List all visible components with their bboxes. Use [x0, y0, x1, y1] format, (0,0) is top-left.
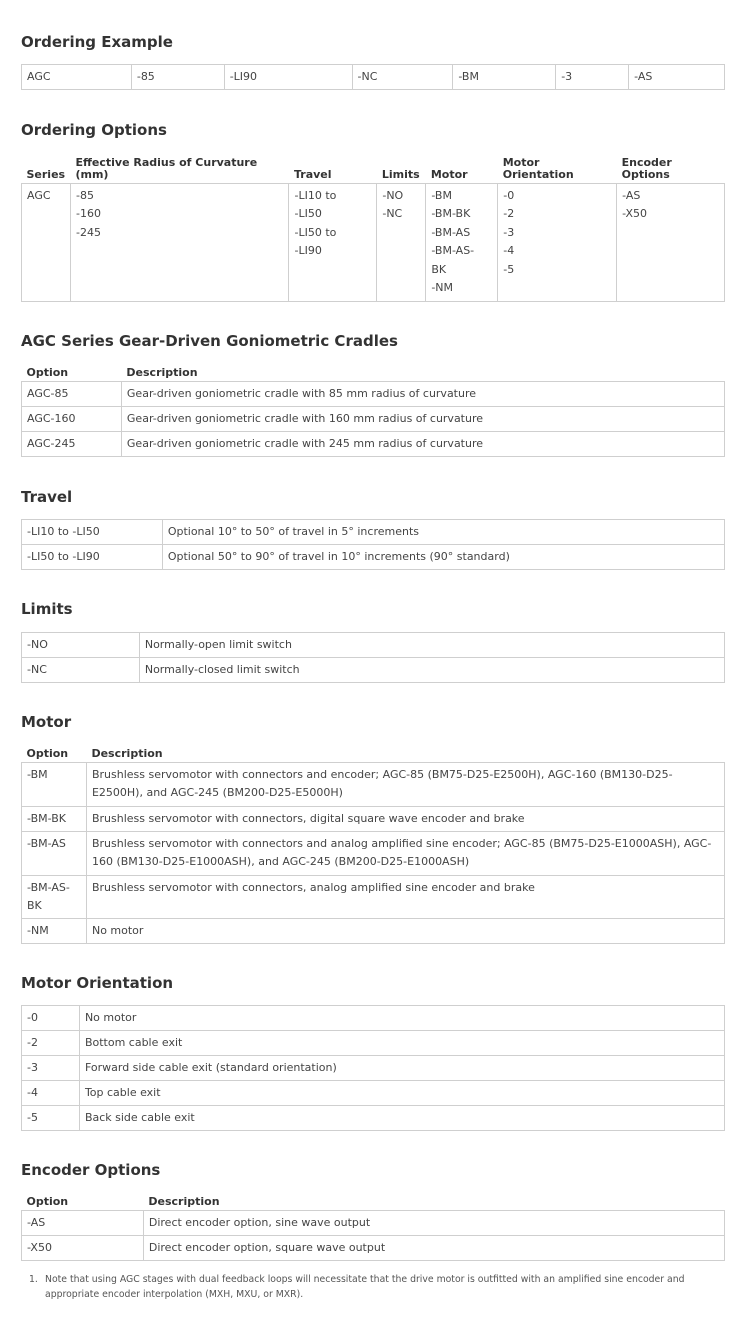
column-header: Effective Radius of Curvature (mm)	[75, 155, 258, 181]
option-code: -0	[22, 1006, 80, 1031]
column-header: Encoder Options	[621, 155, 672, 181]
option-code: -BM-BK	[22, 806, 87, 831]
option-code: -X50	[22, 1235, 144, 1260]
option-description: Back side cable exit	[79, 1106, 724, 1131]
table-row	[22, 1006, 725, 1031]
option-description: Optional 50° to 90° of travel in 10° increments (90° standard)	[162, 545, 724, 570]
option-code: -BM-AS	[22, 831, 87, 875]
option-description: Gear-driven goniometric cradle with 160 mm radius of curvature	[121, 406, 724, 431]
option-value: -2	[503, 207, 515, 220]
option-description: Brushless servomotor with connectors and analog amplified sine encoder; AGC-85 (BM75-D25-E1000ASH), AGC-160 (BM130-D25-E1000ASH), and AGC-245 (BM200-D25-E1000ASH)	[86, 831, 724, 875]
option-code: -LI10 to -LI50	[22, 520, 163, 545]
option-value: -BM	[431, 188, 452, 202]
option-value: -BM-AS-	[431, 244, 475, 257]
table-row	[22, 520, 725, 545]
example-cell: -NC	[352, 65, 453, 90]
option-code: -3	[22, 1056, 80, 1081]
option-value: -3	[503, 225, 515, 239]
option-value: -AS	[622, 188, 641, 202]
option-value: -X50	[622, 207, 648, 220]
footnote-number: 1.	[29, 1274, 38, 1285]
table-row	[22, 831, 725, 875]
ordering-options-table	[21, 153, 725, 302]
encoder-table	[21, 1192, 725, 1261]
option-code: -NC	[22, 658, 140, 683]
table-row	[22, 1235, 725, 1260]
travel-table	[21, 519, 725, 570]
option-code: -BM	[22, 762, 87, 806]
table-row	[22, 1056, 725, 1081]
option-description: No motor	[79, 1006, 724, 1031]
option-code: -2	[22, 1031, 80, 1056]
travel-cell	[289, 183, 377, 301]
option-code: -AS	[22, 1210, 144, 1235]
option-value: -BM-AS	[431, 225, 471, 239]
example-cell: -3	[556, 65, 629, 90]
option-description: Gear-driven goniometric cradle with 245 mm radius of curvature	[121, 431, 724, 456]
table-row	[22, 633, 725, 658]
option-value: AGC	[27, 188, 51, 202]
table-row	[22, 762, 725, 806]
motor-table	[21, 745, 725, 944]
table-row	[22, 431, 725, 456]
option-code: -BM-AS-BK	[22, 875, 87, 918]
series-cell	[22, 183, 71, 301]
option-value: -LI50	[294, 207, 322, 220]
option-value: -LI50 to	[294, 225, 337, 239]
table-row	[22, 1106, 725, 1131]
option-description: Direct encoder option, square wave output	[143, 1235, 724, 1260]
example-cell: -85	[131, 65, 224, 90]
footnote-text: Note that using AGC stages with dual feedback loops will necessitate that the drive motor is outfitted with an amplified sine encoder and appropriate encoder interpolation (MXH, MXU, or MXR).	[45, 1274, 685, 1300]
option-description: Brushless servomotor with connectors and encoder; AGC-85 (BM75-D25-E2500H), AGC-160 (BM130-D25-E2500H), and AGC-245 (BM200-D25-E5000H)	[86, 762, 724, 806]
table-row	[22, 1081, 725, 1106]
table-row	[22, 406, 725, 431]
option-description: Direct encoder option, sine wave output	[143, 1210, 724, 1235]
option-code: -NO	[22, 633, 140, 658]
option-description: Bottom cable exit	[79, 1031, 724, 1056]
option-value: -5	[503, 262, 515, 276]
column-header: Option	[26, 746, 69, 760]
orientation-cell	[498, 183, 617, 301]
table-row	[22, 1031, 725, 1056]
example-cell: -BM	[453, 65, 556, 90]
option-description: Optional 10° to 50° of travel in 5° increments	[162, 520, 724, 545]
example-cell: -LI90	[224, 65, 352, 90]
table-row	[22, 1210, 725, 1235]
ordering-example-heading: Ordering Example	[21, 33, 173, 51]
option-code: AGC-85	[22, 381, 122, 406]
option-code: AGC-245	[22, 431, 122, 456]
option-code: AGC-160	[22, 406, 122, 431]
option-value: -LI10 to	[294, 188, 337, 202]
option-description: Forward side cable exit (standard orientation)	[79, 1056, 724, 1081]
table-row	[22, 658, 725, 683]
option-value: -245	[75, 225, 101, 239]
radius-cell	[70, 183, 289, 301]
option-description: Normally-closed limit switch	[139, 658, 724, 683]
option-value: -NO	[382, 188, 404, 202]
option-description: Top cable exit	[79, 1081, 724, 1106]
option-description: No motor	[86, 918, 724, 943]
option-code: -4	[22, 1081, 80, 1106]
column-header: Motor	[430, 167, 468, 181]
limits-heading: Limits	[21, 600, 73, 618]
option-code: -LI50 to -LI90	[22, 545, 163, 570]
column-header: Description	[91, 746, 163, 760]
option-description: Normally-open limit switch	[139, 633, 724, 658]
motor-cell	[426, 183, 498, 301]
limits-table	[21, 632, 725, 683]
option-code: -5	[22, 1106, 80, 1131]
table-row	[22, 918, 725, 943]
travel-heading: Travel	[21, 488, 73, 506]
ordering-example-table	[21, 64, 725, 90]
option-code: -NM	[22, 918, 87, 943]
column-header: Description	[148, 1194, 220, 1208]
column-header: Option	[26, 365, 69, 379]
option-value: -NM	[431, 281, 454, 294]
option-description: Brushless servomotor with connectors, analog amplified sine encoder and brake	[86, 875, 724, 918]
option-value: -160	[75, 207, 101, 220]
table-row	[22, 381, 725, 406]
encoder-heading: Encoder Options	[21, 1161, 161, 1179]
option-value: -BM-BK	[431, 207, 471, 220]
option-value: -85	[75, 188, 94, 202]
option-description: Brushless servomotor with connectors, digital square wave encoder and brake	[86, 806, 724, 831]
table-row	[22, 875, 725, 918]
orientation-heading: Motor Orientation	[21, 974, 174, 992]
motor-heading: Motor	[21, 713, 72, 731]
option-description: Gear-driven goniometric cradle with 85 mm radius of curvature	[121, 381, 724, 406]
example-cell: AGC	[22, 65, 132, 90]
column-header: Travel	[293, 167, 332, 181]
footnote	[29, 1272, 729, 1302]
option-value: -LI90	[294, 244, 322, 257]
column-header: Limits	[381, 167, 420, 181]
option-value: -NC	[382, 207, 403, 220]
orientation-table	[21, 1005, 725, 1131]
table-row	[22, 806, 725, 831]
option-value: BK	[431, 262, 447, 276]
table-row	[22, 545, 725, 570]
ordering-options-heading: Ordering Options	[21, 121, 167, 139]
example-cell: -AS	[629, 65, 725, 90]
option-value: -4	[503, 244, 515, 257]
column-header: Option	[26, 1194, 69, 1208]
limits-cell	[377, 183, 426, 301]
cradles-table	[21, 363, 725, 457]
encoder-cell	[617, 183, 725, 301]
column-header: Series	[26, 167, 66, 181]
cradles-heading: AGC Series Gear-Driven Goniometric Cradles	[21, 332, 398, 350]
column-header: Motor Orientation	[502, 155, 574, 181]
option-value: -0	[503, 188, 515, 202]
column-header: Description	[126, 365, 198, 379]
